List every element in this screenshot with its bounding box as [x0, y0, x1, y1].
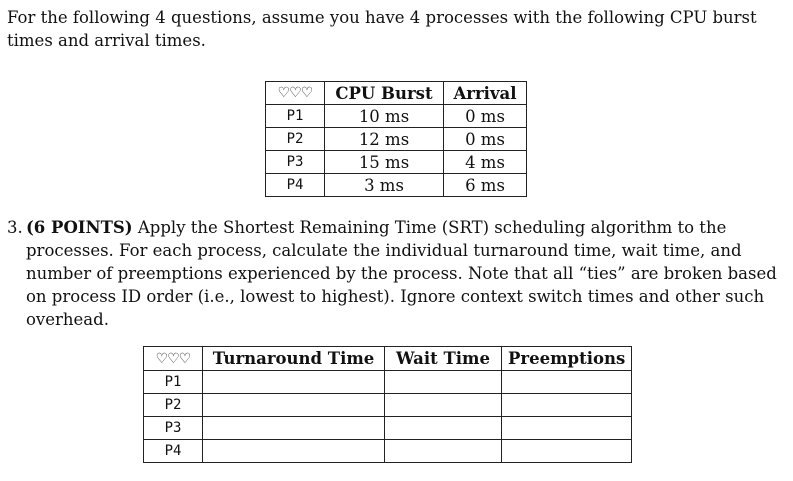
intro-paragraph: For the following 4 questions, assume you have 4 processes with the following CPU burst times and arrival times. [7, 8, 757, 50]
header-turnaround-time: Turnaround Time [203, 347, 385, 371]
process-table [265, 81, 527, 197]
turnaround-cell[interactable] [203, 394, 385, 417]
heart-icon: ♡♡♡ [144, 347, 203, 371]
wait-cell[interactable] [385, 440, 502, 463]
preemptions-cell[interactable] [502, 440, 632, 463]
turnaround-cell[interactable] [203, 417, 385, 440]
process-id: P4 [144, 440, 203, 463]
preemptions-cell[interactable] [502, 394, 632, 417]
process-id: P3 [144, 417, 203, 440]
table-row [144, 394, 632, 417]
table-row [266, 151, 527, 174]
wait-cell[interactable] [385, 417, 502, 440]
table-row [266, 174, 527, 197]
heart-icon: ♡♡♡ [266, 82, 325, 105]
process-id: P4 [266, 174, 325, 197]
header-preemptions: Preemptions [502, 347, 632, 371]
wait-cell[interactable] [385, 394, 502, 417]
answer-table [143, 346, 632, 463]
header-cpu-burst: CPU Burst [325, 82, 444, 105]
preemptions-cell[interactable] [502, 371, 632, 394]
question-number: 3. [7, 218, 23, 237]
process-id: P1 [144, 371, 203, 394]
table-row [144, 417, 632, 440]
table-row [144, 440, 632, 463]
process-id: P1 [266, 105, 325, 128]
table-row [266, 105, 527, 128]
turnaround-cell[interactable] [203, 371, 385, 394]
table-row [266, 128, 527, 151]
answer-table-header-row [144, 347, 632, 371]
process-id: P2 [144, 394, 203, 417]
header-wait-time: Wait Time [385, 347, 502, 371]
question-body [26, 216, 785, 331]
cpu-burst-value: 10 ms [325, 105, 444, 128]
process-table-header-row [266, 82, 527, 105]
wait-cell[interactable] [385, 371, 502, 394]
process-id: P2 [266, 128, 325, 151]
arrival-value: 0 ms [444, 128, 527, 151]
cpu-burst-value: 12 ms [325, 128, 444, 151]
preemptions-cell[interactable] [502, 417, 632, 440]
arrival-value: 4 ms [444, 151, 527, 174]
table-row [144, 371, 632, 394]
process-id: P3 [266, 151, 325, 174]
question-text: Apply the Shortest Remaining Time (SRT) scheduling algorithm to the processes. For each process, calculate the individual turnaround time, wait time, and number of preemptions experienced by the process. Note that all “ties” are broken based on process ID order (i.e., lowest to highest). Ignore context switch times and other such overhead. [26, 218, 777, 329]
question-3 [7, 216, 785, 331]
arrival-value: 6 ms [444, 174, 527, 197]
cpu-burst-value: 15 ms [325, 151, 444, 174]
arrival-value: 0 ms [444, 105, 527, 128]
cpu-burst-value: 3 ms [325, 174, 444, 197]
question-points: (6 POINTS) [26, 218, 133, 237]
turnaround-cell[interactable] [203, 440, 385, 463]
header-arrival: Arrival [444, 82, 527, 105]
